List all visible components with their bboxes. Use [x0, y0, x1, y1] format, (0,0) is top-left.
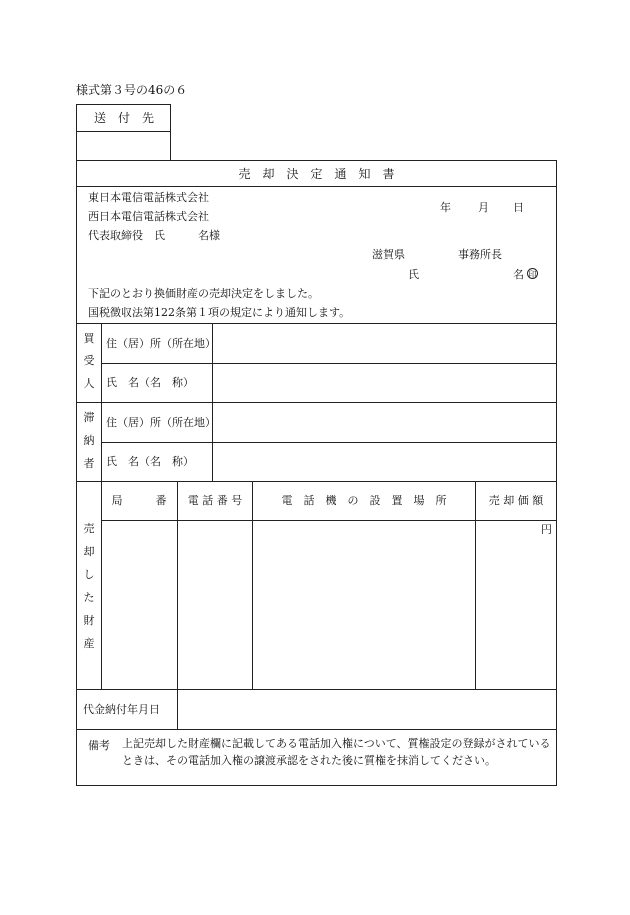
property-label-char-1: 売: [83, 522, 95, 535]
date-day: 日: [513, 201, 524, 214]
buyer-label-char-2: 受: [83, 354, 95, 367]
buyer-mid-divider: [101, 363, 557, 364]
property-col-3-line: [475, 481, 476, 689]
property-col-station-header: 局 番: [111, 494, 167, 507]
addressee-line-1: 東日本電信電話株式会社: [88, 191, 209, 204]
property-label-char-3: し: [83, 568, 95, 581]
property-label-char-5: 財: [83, 614, 95, 627]
date-month: 月: [478, 201, 489, 214]
addressee-line-2: 西日本電信電話株式会社: [88, 210, 209, 223]
delinquent-mid-divider: [101, 442, 557, 443]
property-col-location-header: 電 話 機 の 設 置 場 所: [281, 494, 447, 507]
property-label-char-4: た: [83, 591, 95, 604]
date-year: 年: [440, 201, 451, 214]
issuer-name-label: 氏: [408, 268, 419, 281]
buyer-top-divider: [76, 323, 557, 324]
property-header-divider: [101, 520, 557, 521]
property-label-column-line: [101, 481, 102, 689]
delinquent-label-char-3: 者: [83, 457, 95, 470]
delinquent-top-divider: [76, 402, 557, 403]
remarks-text: 上記売却した財産欄に記載してある電話加入権について、質権設定の登録がされているときは、その電話加入権の譲渡承認をされた後に質権を抹消してください。: [122, 737, 551, 767]
delinquent-label-char-1: 滞: [83, 411, 95, 424]
payment-column-line: [177, 689, 178, 729]
title-divider: [76, 186, 557, 187]
form-id: 様式第３号の46の６: [76, 83, 188, 97]
seal-mark: 印: [528, 270, 537, 279]
recipient-label: 送 付 先: [93, 111, 154, 125]
property-col-phone-header: 電 話 番 号: [187, 494, 243, 507]
payment-top-divider: [76, 689, 557, 690]
payment-date-label: 代金納付年月日: [83, 703, 160, 716]
addressee-line-3: 代表取締役 氏 名様: [88, 229, 220, 242]
buyer-name-label: 氏 名（名 称）: [106, 376, 194, 389]
recipient-divider: [76, 131, 171, 132]
body-line-2: 国税徴収法第122条第１項の規定により通知します。: [88, 306, 351, 319]
buyer-label-char-3: 人: [83, 377, 95, 390]
delinquent-address-label: 住（居）所（所在地）: [106, 416, 216, 429]
property-top-divider: [76, 481, 557, 482]
remarks-top-divider: [76, 729, 557, 730]
property-label-char-2: 却: [83, 545, 95, 558]
price-currency-unit: 円: [541, 523, 552, 536]
property-col-2-line: [252, 481, 253, 689]
delinquent-name-label: 氏 名（名 称）: [106, 455, 194, 468]
property-label-char-6: 産: [83, 637, 95, 650]
property-col-1-line: [177, 481, 178, 689]
document-title: 売 却 決 定 通 知 書: [238, 167, 395, 181]
issuer-prefecture: 滋賀県: [372, 248, 405, 261]
issuer-office: 事務所長: [458, 248, 502, 261]
remarks-label: 備考: [88, 739, 110, 752]
issuer-name-suffix: 名: [513, 268, 524, 281]
buyer-label-char-1: 買: [83, 332, 95, 345]
body-line-1: 下記のとおり換価財産の売却決定をしました。: [88, 287, 319, 300]
buyer-address-label: 住（居）所（所在地）: [106, 337, 216, 350]
property-col-price-header: 売 却 価 額: [488, 494, 544, 507]
delinquent-label-char-2: 納: [83, 434, 95, 447]
